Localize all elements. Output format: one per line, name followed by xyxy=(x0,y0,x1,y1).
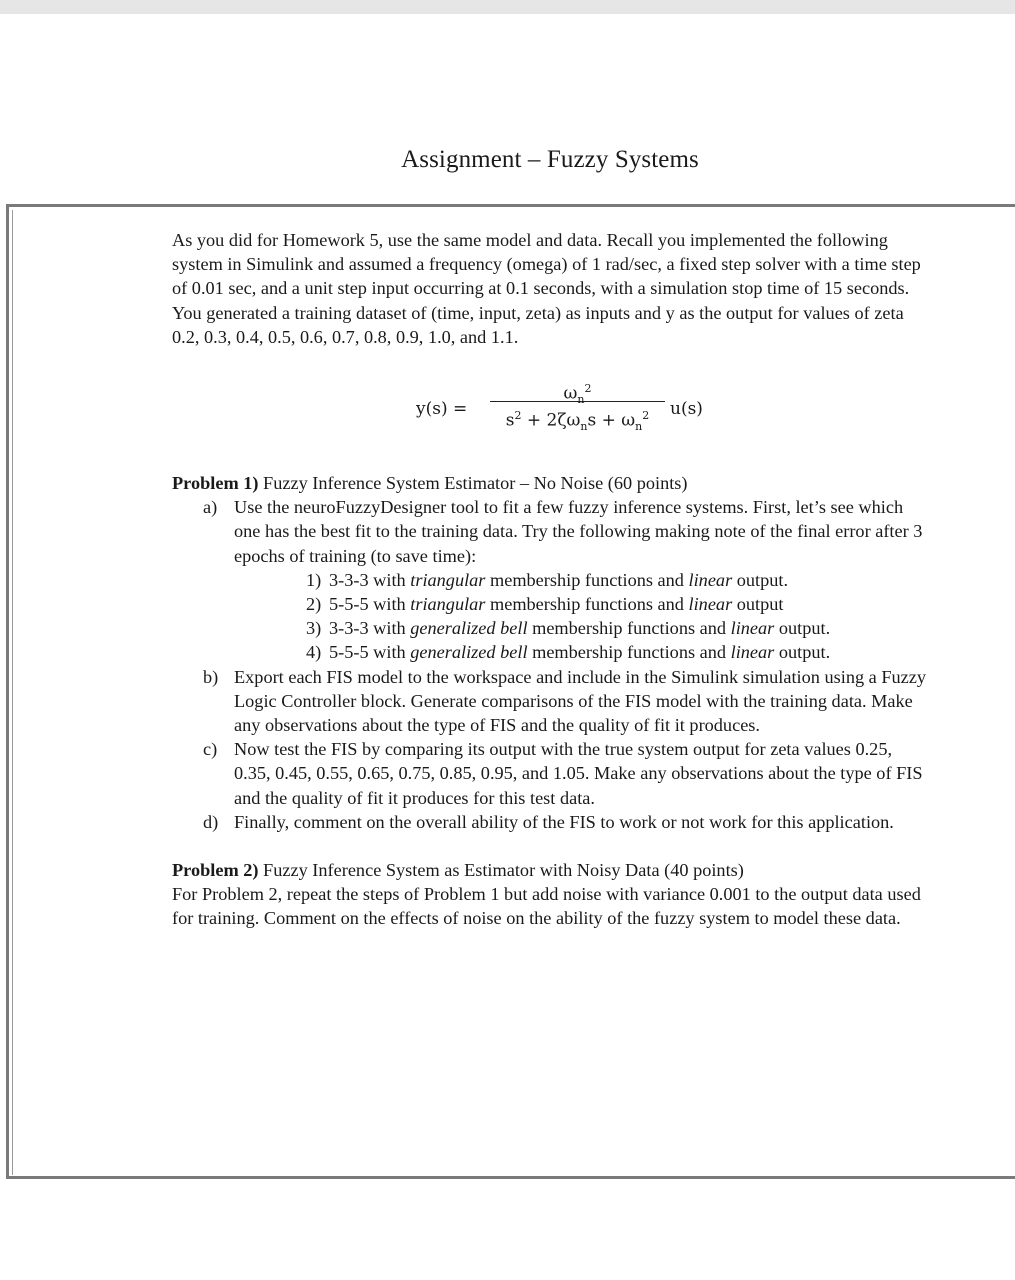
part-b: b) Export each FIS model to the workspace and include in the Simulink simulation using a Fuzzy Logic Controller block. Generate comparisons of the FIS model with the training data. Make any observations about the type of FIS and the quality of fit it produces. xyxy=(203,666,927,736)
equation-numerator: $\omega_n^2$ xyxy=(563,382,592,407)
equation-rhs: u(s) xyxy=(670,399,703,420)
document-body xyxy=(172,228,932,931)
viewer-top-bar xyxy=(0,0,1015,14)
fis-config-item: 3) 3-3-3 with generalized bell membership functions and linear output. xyxy=(306,618,831,639)
part-c: c) Now test the FIS by comparing its output with the true system output for zeta values 0.25, 0.35, 0.45, 0.55, 0.65, 0.75, 0.85, 0.95, and 1.05. Make any observations about the type of FIS and the quality of fit it produces for this test data. xyxy=(203,739,923,808)
equation-lhs: y(s) = xyxy=(416,399,468,420)
problem1-heading: Problem 1) Fuzzy Inference System Estimator – No Noise (60 points) xyxy=(172,473,688,494)
problem2-heading: Problem 2) Fuzzy Inference System as Estimator with Noisy Data (40 points) xyxy=(172,860,744,881)
fis-config-item: 2) 5-5-5 with triangular membership functions and linear output xyxy=(306,594,784,615)
problem1-parts xyxy=(172,495,932,834)
page-title: Assignment – Fuzzy Systems xyxy=(401,146,699,173)
equation-denominator: $s^2 + 2\zeta\omega_ns + \omega_n^2$ xyxy=(505,409,650,434)
equation-fraction xyxy=(490,377,665,439)
fis-config-list xyxy=(234,568,932,665)
fis-config-item: 4) 5-5-5 with generalized bell membership functions and linear output. xyxy=(306,642,831,663)
intro-paragraph: As you did for Homework 5, use the same model and data. Recall you implemented the following system in Simulink and assumed a frequency (omega) of 1 rad/sec, a fixed step solver with a time step of 0.01 sec, and a unit step input occurring at 0.1 seconds, with a simulation stop time of 15 seconds. You generated a training dataset of (time, input, zeta) as inputs and y as the output for values of zeta 0.2, 0.3, 0.4, 0.5, 0.6, 0.7, 0.8, 0.9, 1.0, and 1.1. xyxy=(172,230,921,347)
frame-inner-line xyxy=(12,210,15,1175)
part-a: a) Use the neuroFuzzyDesigner tool to fit a few fuzzy inference systems. First, let’s see which one has the best fit to the training data. Try the following making note of the final error after 3 epochs of training (to save time): 1) 3-3-3 with triangular membership functions and linear output. 2) 5-5-5 with triangular membership functions and linear output 3) 3-3-3 with generalized bell membership functions and linear output. 4) 5-5-5 with generalized bell membership functions and linear output. xyxy=(234,495,932,664)
fis-config-item: 1) 3-3-3 with triangular membership functions and linear output. xyxy=(306,569,789,590)
transfer-function-equation xyxy=(172,377,932,465)
part-d: d) Finally, comment on the overall ability of the FIS to work or not work for this application. xyxy=(203,811,894,832)
problem2-text: For Problem 2, repeat the steps of Problem 1 but add noise with variance 0.001 to the output data used for training. Comment on the effects of noise on the ability of the fuzzy system to model these data. xyxy=(172,884,921,929)
